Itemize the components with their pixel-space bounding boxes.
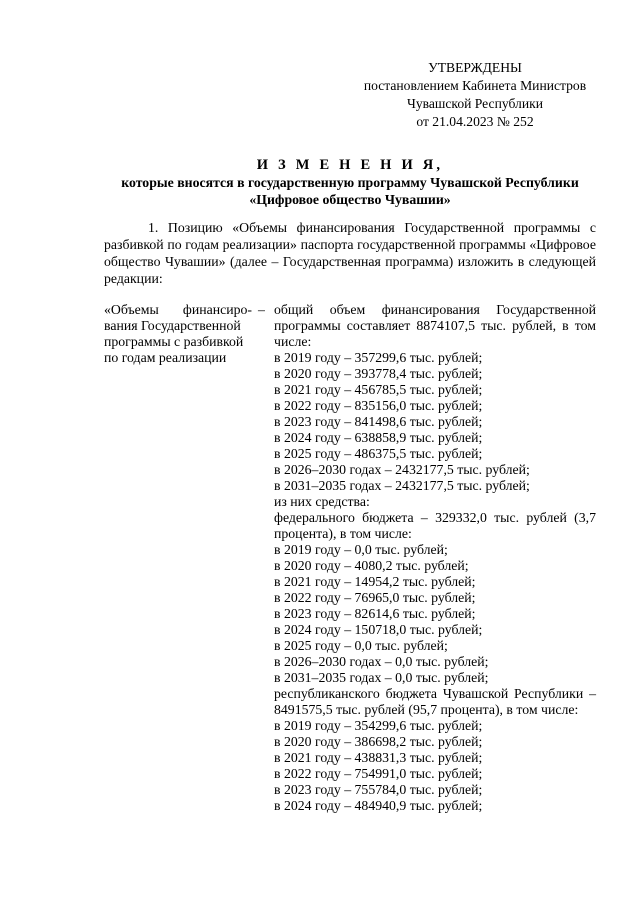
approval-republic: Чувашской Республики	[407, 96, 543, 111]
label-word-2: финансиро-	[182, 302, 252, 317]
approval-issuer: постановлением Кабинета Министров	[363, 78, 587, 93]
funding-year-row: в 2019 году – 354299,6 тыс. рублей;	[274, 718, 483, 733]
position-label-line-3: программы с разбивкой	[104, 334, 244, 349]
funding-year-row: в 2019 году – 357299,6 тыс. рублей;	[274, 350, 483, 365]
sources-label: из них средства:	[274, 494, 370, 509]
funding-year-row: в 2024 году – 150718,0 тыс. рублей;	[274, 622, 483, 637]
funding-year-row: в 2026–2030 годах – 0,0 тыс. рублей;	[274, 654, 489, 669]
funding-year-row: в 2031–2035 годах – 0,0 тыс. рублей;	[274, 670, 489, 685]
position-label-line-2: вания Государственной	[104, 318, 241, 333]
total-funding-text: общий объем финансирования Государственной программы составляет 8874107,5 тыс. рублей, в том числе:	[274, 302, 596, 349]
funding-year-row: в 2020 году – 393778,4 тыс. рублей;	[274, 366, 483, 381]
funding-year-row: в 2024 году – 638858,9 тыс. рублей;	[274, 430, 483, 445]
separator-dash: –	[258, 302, 265, 317]
document-title: И З М Е Н Е Н И Я,	[256, 157, 444, 173]
position-label-line-1	[104, 302, 252, 318]
funding-year-row: в 2023 году – 755784,0 тыс. рублей;	[274, 782, 483, 797]
funding-year-row: в 2022 году – 835156,0 тыс. рублей;	[274, 398, 483, 413]
funding-year-row: в 2026–2030 годах – 2432177,5 тыс. рублей;	[274, 462, 530, 477]
approval-title: УТВЕРЖДЕНЫ	[428, 60, 522, 75]
funding-year-row: в 2023 году – 841498,6 тыс. рублей;	[274, 414, 483, 429]
funding-year-row: в 2022 году – 754991,0 тыс. рублей;	[274, 766, 483, 781]
position-label	[104, 302, 270, 366]
total-years-list	[274, 350, 596, 494]
funding-year-row: в 2020 году – 386698,2 тыс. рублей;	[274, 734, 483, 749]
funding-year-row: в 2023 году – 82614,6 тыс. рублей;	[274, 606, 476, 621]
funding-year-row: в 2024 году – 484940,9 тыс. рублей;	[274, 798, 483, 813]
approval-block	[340, 59, 610, 131]
funding-year-row: в 2019 году – 0,0 тыс. рублей;	[274, 542, 448, 557]
federal-years-list	[274, 542, 596, 686]
approval-date-number: от 21.04.2023 № 252	[416, 114, 534, 129]
funding-year-row: в 2020 году – 4080,2 тыс. рублей;	[274, 558, 469, 573]
subtitle-line-2: «Цифровое общество Чувашии»	[249, 192, 451, 207]
funding-year-row: в 2021 году – 14954,2 тыс. рублей;	[274, 574, 476, 589]
document-subtitle	[80, 174, 620, 208]
funding-year-row: в 2025 году – 0,0 тыс. рублей;	[274, 638, 448, 653]
funding-year-row: в 2025 году – 486375,5 тыс. рублей;	[274, 446, 483, 461]
republic-funding-text: республиканского бюджета Чувашской Республики – 8491575,5 тыс. рублей (95,7 процента), в том числе:	[274, 686, 596, 717]
subtitle-line-1: которые вносятся в государственную программу Чувашской Республики	[121, 175, 579, 190]
position-label-line-4: по годам реализации	[104, 350, 227, 365]
intro-paragraph: 1. Позицию «Объемы финансирования Государственной программы с разбивкой по годам реализации» паспорта государственной программы «Цифровое общество Чувашии» (далее – Государственная программа) изложить в следующей редакции:	[104, 220, 596, 286]
funding-year-row: в 2031–2035 годах – 2432177,5 тыс. рублей;	[274, 478, 530, 493]
republic-years-list	[274, 718, 596, 814]
funding-year-row: в 2021 году – 456785,5 тыс. рублей;	[274, 382, 483, 397]
federal-funding-text: федерального бюджета – 329332,0 тыс. рублей (3,7 процента), в том числе:	[274, 510, 596, 541]
funding-year-row: в 2022 году – 76965,0 тыс. рублей;	[274, 590, 476, 605]
funding-details	[274, 302, 596, 814]
label-word-1: «Объемы	[104, 302, 159, 317]
funding-year-row: в 2021 году – 438831,3 тыс. рублей;	[274, 750, 483, 765]
